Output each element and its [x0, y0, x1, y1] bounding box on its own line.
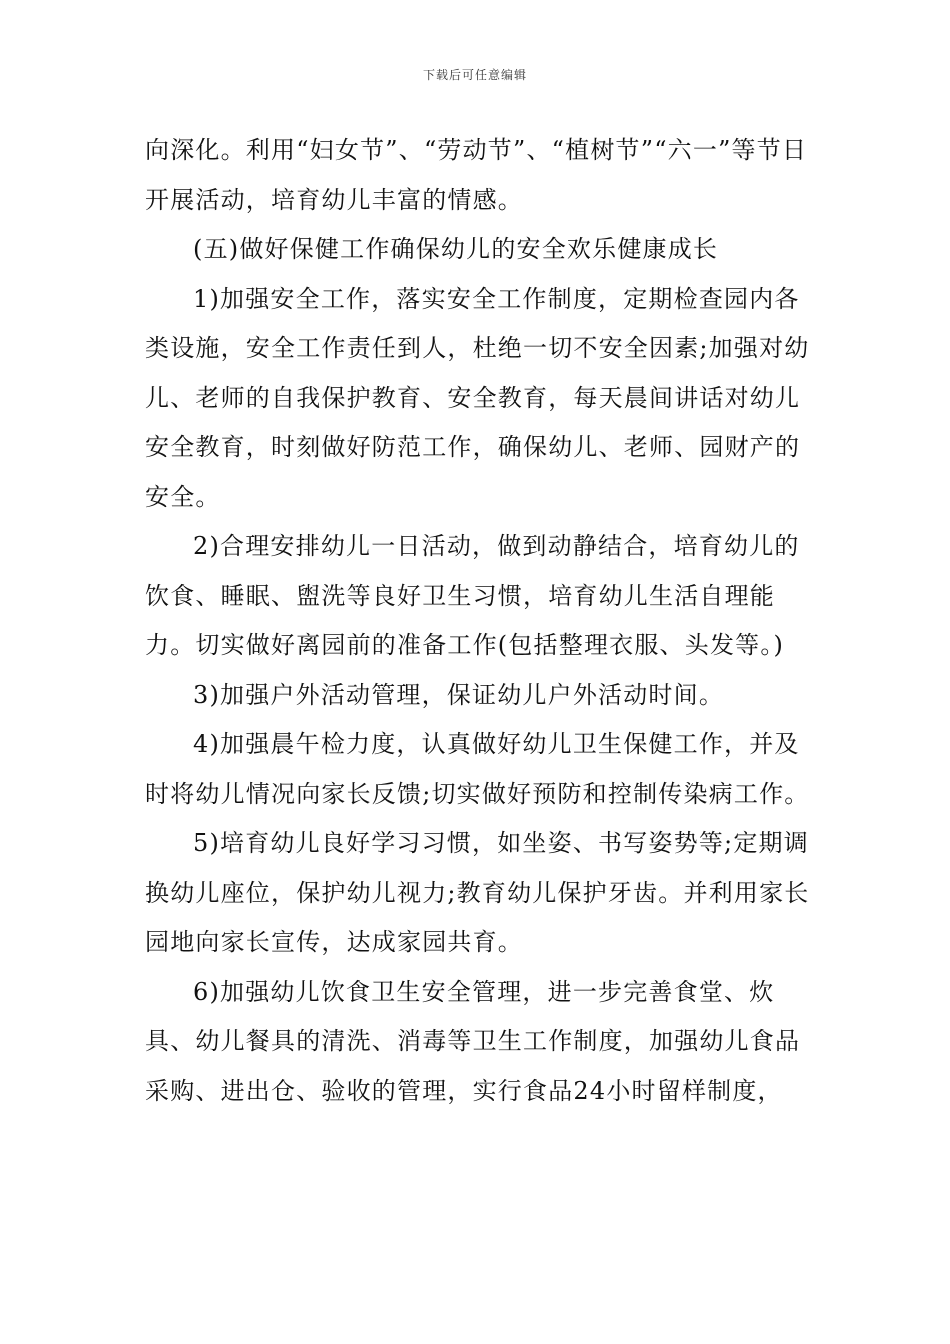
paragraph-item-2: 2)合理安排幼儿一日活动，做到动静结合，培育幼儿的饮食、睡眠、盥洗等良好卫生习惯，培育幼儿生活自理能力。切实做好离园前的准备工作(包括整理衣服、头发等。): [145, 532, 800, 659]
paragraph-item-4: 4)加强晨午检力度，认真做好幼儿卫生保健工作，并及时将幼儿情况向家长反馈;切实做好预防和控制传染病工作。: [145, 730, 810, 808]
page-header: 下载后可任意编辑: [422, 68, 527, 82]
paragraph-item-3: 3)加强户外活动管理，保证幼儿户外活动时间。: [193, 680, 725, 709]
paragraph-item-1: 1)加强安全工作，落实安全工作制度，定期检查园内各类设施，安全工作责任到人，杜绝一切不安全因素;加强对幼儿、老师的自我保护教育、安全教育，每天晨间讲话对幼儿安全教育，时刻做好防范工作，确保幼儿、老师、园财产的安全。: [145, 284, 810, 511]
document-body: [145, 126, 815, 1116]
paragraph-item-5: 5)培育幼儿良好学习习惯，如坐姿、书写姿势等;定期调换幼儿座位，保护幼儿视力;教育幼儿保护牙齿。并利用家长园地向家长宣传，达成家园共育。: [145, 829, 810, 956]
paragraph-item-6: 6)加强幼儿饮食卫生安全管理，进一步完善食堂、炊具、幼儿餐具的清洗、消毒等卫生工作制度，加强幼儿食品采购、进出仓、验收的管理，实行食品24小时留样制度，: [145, 977, 801, 1105]
section-heading: (五)做好保健工作确保幼儿的安全欢乐健康成长: [193, 235, 719, 263]
paragraph-intro: 向深化。利用“妇女节”、“劳动节”、“植树节”“六一”等节日开展活动，培育幼儿丰富的情感。: [145, 136, 808, 214]
